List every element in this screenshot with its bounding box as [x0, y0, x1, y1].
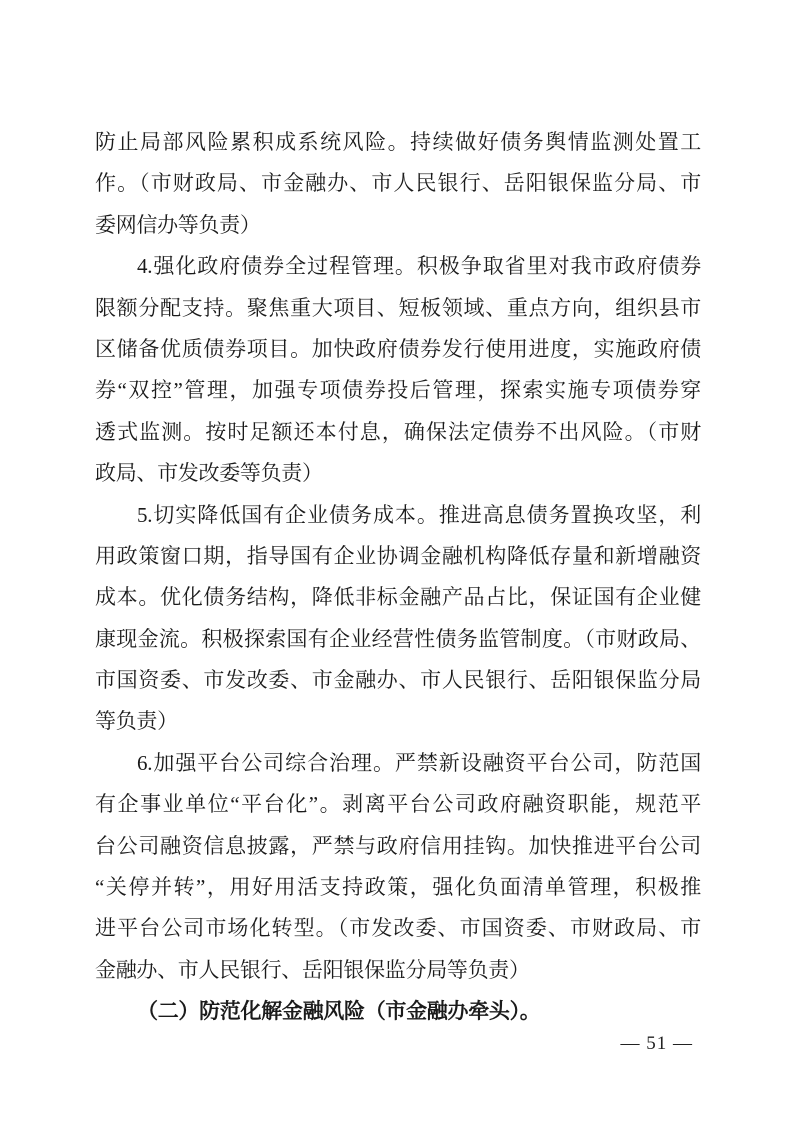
text-line: 市国资委、市发改委、市金融办、市人民银行、岳阳银保监分局: [95, 668, 701, 693]
text-line: 台公司融资信息披露，严禁与政府信用挂钩。加快推进平台公司: [95, 833, 701, 858]
text-line: 6.加强平台公司综合治理。严禁新设融资平台公司，防范国: [137, 750, 701, 775]
text-line: 委网信办等负责）: [95, 212, 261, 237]
text-line: 区储备优质债券项目。加快政府债券发行使用进度，实施政府债: [95, 336, 701, 361]
text-line: 有企事业单位“平台化”。剥离平台公司政府融资职能，规范平: [95, 792, 701, 817]
text-line: 透式监测。按时足额还本付息，确保法定债券不出风险。（市财: [95, 419, 701, 444]
text-line: 限额分配支持。聚焦重大项目、短板领域、重点方向，组织县市: [95, 295, 701, 320]
text-line: 5.切实降低国有企业债务成本。推进高息债务置换攻坚，利: [137, 502, 701, 527]
text-line: 作。（市财政局、市金融办、市人民银行、岳阳银保监分局、市: [95, 171, 701, 196]
text-line: “关停并转”，用好用活支持政策，强化负面清单管理，积极推: [95, 875, 701, 900]
text-line: （二）防范化解金融风险（市金融办牵头）。: [137, 999, 541, 1024]
text-line: 进平台公司市场化转型。（市发改委、市国资委、市财政局、市: [95, 916, 701, 941]
text-line: 金融办、市人民银行、岳阳银保监分局等负责）: [95, 957, 530, 982]
text-line: 成本。优化债务结构，降低非标金融产品占比，保证国有企业健: [95, 585, 701, 610]
page-number: — 51 —: [620, 1033, 693, 1054]
text-line: 防止局部风险累积成系统风险。持续做好债务舆情监测处置工: [95, 130, 701, 154]
text-line: 等负责）: [95, 709, 178, 734]
text-line: 4.强化政府债券全过程管理。积极争取省里对我市政府债券: [137, 254, 701, 279]
text-line: 用政策窗口期，指导国有企业协调金融机构降低存量和新增融资: [95, 543, 701, 568]
text-line: 康现金流。积极探索国有企业经营性债务监管制度。（市财政局、: [95, 626, 701, 651]
document-body: [95, 122, 701, 1033]
text-line: 券“双控”管理，加强专项债券投后管理，探索实施专项债券穿: [95, 378, 701, 403]
text-line: 政局、市发改委等负责）: [95, 461, 323, 486]
